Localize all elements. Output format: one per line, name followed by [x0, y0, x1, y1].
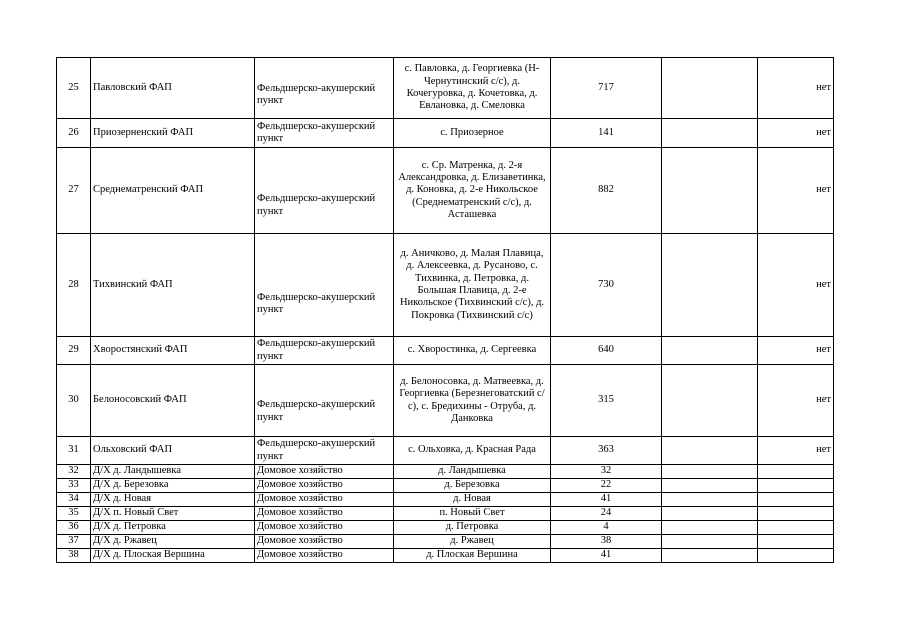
facility-name: Хворостянский ФАП: [91, 337, 255, 365]
status-cell: нет: [758, 437, 834, 465]
facility-name: Приозерненский ФАП: [91, 119, 255, 148]
empty-cell: [662, 437, 758, 465]
row-number: 30: [57, 365, 91, 437]
served-villages: д. Березовка: [394, 479, 551, 493]
table-row: [57, 493, 834, 507]
served-villages: с. Приозерное: [394, 119, 551, 148]
row-number: 27: [57, 148, 91, 234]
table-row: [57, 119, 834, 148]
table-row: [57, 465, 834, 479]
population: 640: [551, 337, 662, 365]
row-number: 25: [57, 58, 91, 119]
facility-name: Ольховский ФАП: [91, 437, 255, 465]
empty-cell: [662, 58, 758, 119]
status-cell: нет: [758, 365, 834, 437]
empty-cell: [662, 507, 758, 521]
table-row: [57, 58, 834, 119]
facility-name: Д/Х д. Плоская Вершина: [91, 549, 255, 563]
status-cell: [758, 535, 834, 549]
served-villages: д. Белоносовка, д. Матвеевка, д. Георгиевка (Березнеговатский с/с), с. Бредихины - Отруба, д. Данковка: [394, 365, 551, 437]
population: 38: [551, 535, 662, 549]
empty-cell: [662, 493, 758, 507]
row-number: 35: [57, 507, 91, 521]
served-villages: д. Петровка: [394, 521, 551, 535]
facility-name: Среднематренский ФАП: [91, 148, 255, 234]
served-villages: с. Ср. Матренка, д. 2-я Александровка, д. Елизаветинка, д. Коновка, д. 2-е Никольское (Среднематренский с/с), д. Асташевка: [394, 148, 551, 234]
served-villages: д. Плоская Вершина: [394, 549, 551, 563]
served-villages: п. Новый Свет: [394, 507, 551, 521]
status-cell: нет: [758, 234, 834, 337]
table-row: [57, 148, 834, 234]
status-cell: нет: [758, 119, 834, 148]
row-number: 34: [57, 493, 91, 507]
table-row: [57, 365, 834, 437]
status-cell: [758, 549, 834, 563]
facility-type: Фельдшерско-акушерский пункт: [255, 148, 394, 234]
population: 22: [551, 479, 662, 493]
facility-name: Д/Х д. Ржавец: [91, 535, 255, 549]
empty-cell: [662, 365, 758, 437]
status-cell: нет: [758, 337, 834, 365]
population: 24: [551, 507, 662, 521]
population: 41: [551, 549, 662, 563]
facility-type: Фельдшерско-акушерский пункт: [255, 337, 394, 365]
facility-name: Д/Х д. Ландышевка: [91, 465, 255, 479]
facility-type: Домовое хозяйство: [255, 535, 394, 549]
facility-name: Павловский ФАП: [91, 58, 255, 119]
served-villages: с. Ольховка, д. Красная Рада: [394, 437, 551, 465]
served-villages: д. Ржавец: [394, 535, 551, 549]
status-cell: [758, 479, 834, 493]
population: 882: [551, 148, 662, 234]
facility-type: Домовое хозяйство: [255, 479, 394, 493]
row-number: 31: [57, 437, 91, 465]
served-villages: д. Ландышевка: [394, 465, 551, 479]
population: 4: [551, 521, 662, 535]
facility-type: Домовое хозяйство: [255, 507, 394, 521]
table-row: [57, 535, 834, 549]
empty-cell: [662, 521, 758, 535]
status-cell: [758, 507, 834, 521]
table-row: [57, 521, 834, 535]
empty-cell: [662, 465, 758, 479]
population: 141: [551, 119, 662, 148]
empty-cell: [662, 119, 758, 148]
population: 32: [551, 465, 662, 479]
status-cell: [758, 465, 834, 479]
row-number: 32: [57, 465, 91, 479]
status-cell: [758, 521, 834, 535]
row-number: 26: [57, 119, 91, 148]
population: 730: [551, 234, 662, 337]
served-villages: д. Аничково, д. Малая Плавица, д. Алексеевка, д. Русаново, с. Тихвинка, д. Петровка, д. Большая Плавица, д. 2-е Никольское (Тихвинский с/с), д. Покровка (Тихвинский с/с): [394, 234, 551, 337]
row-number: 38: [57, 549, 91, 563]
population: 363: [551, 437, 662, 465]
served-villages: д. Новая: [394, 493, 551, 507]
empty-cell: [662, 148, 758, 234]
table-row: [57, 234, 834, 337]
status-cell: нет: [758, 148, 834, 234]
row-number: 33: [57, 479, 91, 493]
row-number: 28: [57, 234, 91, 337]
empty-cell: [662, 234, 758, 337]
facility-name: Д/Х д. Березовка: [91, 479, 255, 493]
facilities-table: [56, 57, 834, 563]
empty-cell: [662, 535, 758, 549]
facility-name: Тихвинский ФАП: [91, 234, 255, 337]
status-cell: нет: [758, 58, 834, 119]
facility-type: Фельдшерско-акушерский пункт: [255, 365, 394, 437]
facility-name: Д/Х п. Новый Свет: [91, 507, 255, 521]
facility-type: Домовое хозяйство: [255, 465, 394, 479]
table-row: [57, 549, 834, 563]
row-number: 37: [57, 535, 91, 549]
facility-type: Фельдшерско-акушерский пункт: [255, 58, 394, 119]
population: 315: [551, 365, 662, 437]
empty-cell: [662, 479, 758, 493]
empty-cell: [662, 337, 758, 365]
row-number: 36: [57, 521, 91, 535]
population: 717: [551, 58, 662, 119]
facility-type: Фельдшерско-акушерский пункт: [255, 234, 394, 337]
facility-type: Домовое хозяйство: [255, 549, 394, 563]
facility-name: Д/Х д. Новая: [91, 493, 255, 507]
facility-type: Домовое хозяйство: [255, 521, 394, 535]
facility-type: Фельдшерско-акушерский пункт: [255, 437, 394, 465]
facility-name: Белоносовский ФАП: [91, 365, 255, 437]
row-number: 29: [57, 337, 91, 365]
table-row: [57, 479, 834, 493]
facility-name: Д/Х д. Петровка: [91, 521, 255, 535]
population: 41: [551, 493, 662, 507]
facility-type: Домовое хозяйство: [255, 493, 394, 507]
served-villages: с. Павловка, д. Георгиевка (Н-Чернутинский с/с), д. Кочегуровка, д. Кочетовка, д. Евлановка, д. Смеловка: [394, 58, 551, 119]
empty-cell: [662, 549, 758, 563]
table-row: [57, 337, 834, 365]
status-cell: [758, 493, 834, 507]
facility-type: Фельдшерско-акушерский пункт: [255, 119, 394, 148]
served-villages: с. Хворостянка, д. Сергеевка: [394, 337, 551, 365]
table-row: [57, 507, 834, 521]
table-row: [57, 437, 834, 465]
